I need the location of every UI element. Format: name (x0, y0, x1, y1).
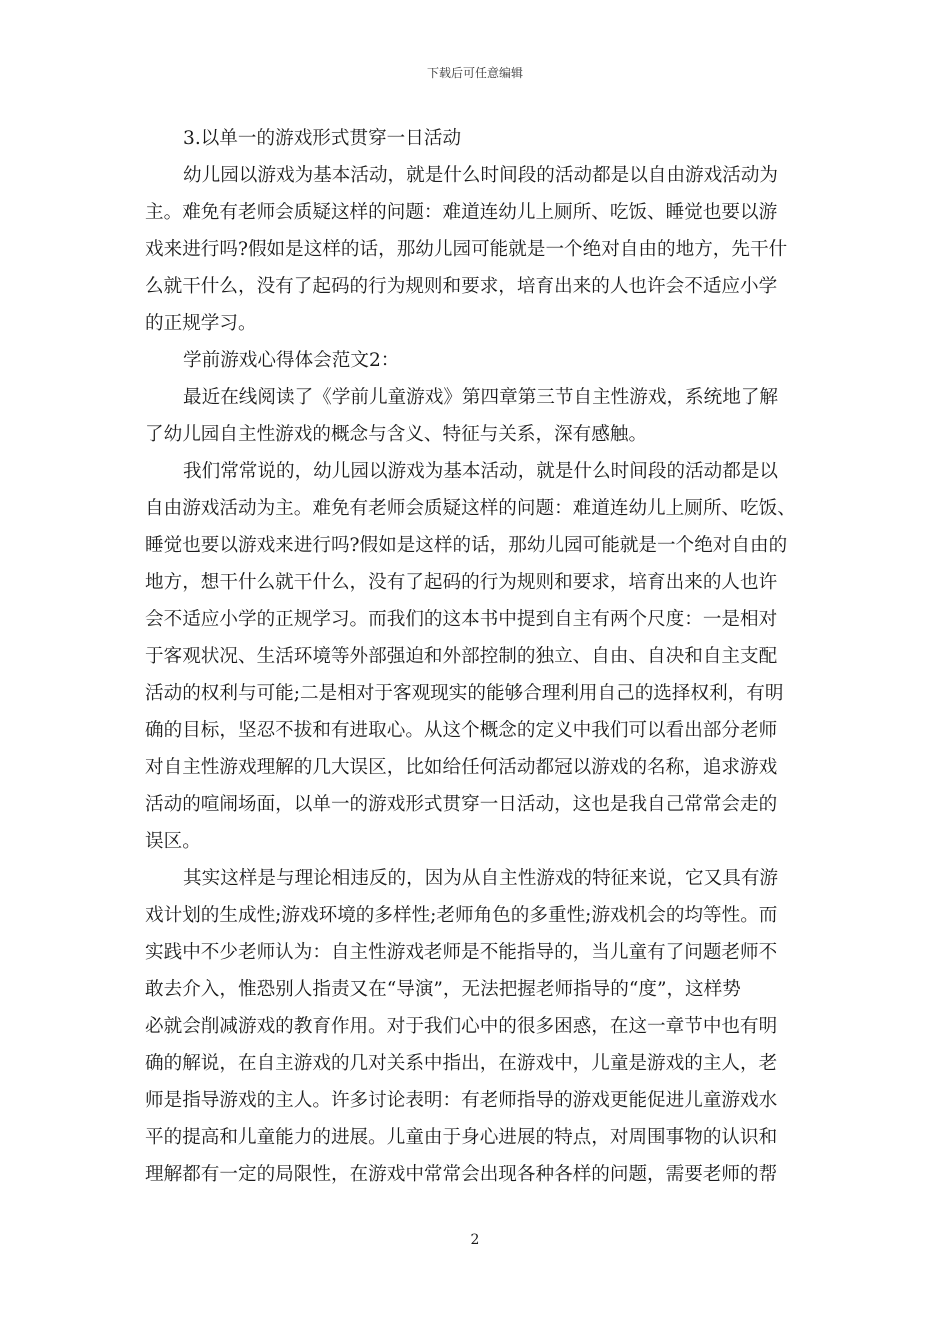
text-line: 活动的权利与可能;二是相对于客观现实的能够合理利用自己的选择权利，有明 (145, 683, 784, 704)
text-line: 确的目标，坚忍不拔和有进取心。从这个概念的定义中我们可以看出部分老师 (145, 720, 778, 741)
text-line: 理解都有一定的局限性，在游戏中常常会出现各种各样的问题，需要老师的帮 (145, 1164, 778, 1185)
text-line: 最近在线阅读了《学前儿童游戏》第四章第三节自主性游戏，系统地了解 (183, 387, 779, 408)
text-line: 误区。 (145, 831, 201, 852)
page-number: 2 (470, 1232, 480, 1248)
text-line: 了幼儿园自主性游戏的概念与含义、特征与关系，深有感触。 (145, 424, 648, 445)
text-line: 必就会削减游戏的教育作用。对于我们心中的很多困惑，在这一章节中也有明 (145, 1016, 778, 1037)
text-line: 的正规学习。 (145, 313, 257, 334)
text-line: 确的解说，在自主游戏的几对关系中指出，在游戏中，儿童是游戏的主人，老 (145, 1053, 778, 1074)
text-line: 敢去介入，惟恐别人指责又在“导演”，无法把握老师指导的“度”，这样势 (145, 979, 741, 1000)
text-line: 学前游戏心得体会范文2： (183, 350, 400, 371)
text-line: 自由游戏活动为主。难免有老师会质疑这样的问题：难道连幼儿上厕所、吃饭、 (145, 498, 796, 519)
text-line: 3.以单一的游戏形式贯穿一日活动 (183, 128, 462, 149)
text-line: 对自主性游戏理解的几大误区，比如给任何活动都冠以游戏的名称，追求游戏 (145, 757, 778, 778)
page-header-note: 下载后可任意编辑 (426, 66, 523, 80)
text-line: 主。难免有老师会质疑这样的问题：难道连幼儿上厕所、吃饭、睡觉也要以游 (145, 202, 778, 223)
text-line: 戏来进行吗?假如是这样的话，那幼儿园可能就是一个绝对自由的地方，先干什 (145, 239, 788, 260)
text-line: 平的提高和儿童能力的进展。儿童由于身心进展的特点，对周围事物的认识和 (145, 1127, 778, 1148)
text-line: 于客观状况、生活环境等外部强迫和外部控制的独立、自由、自决和自主支配 (145, 646, 778, 667)
text-line: 地方，想干什么就干什么，没有了起码的行为规则和要求，培育出来的人也许 (145, 572, 778, 593)
text-line: 么就干什么，没有了起码的行为规则和要求，培育出来的人也许会不适应小学 (145, 276, 778, 297)
text-line: 活动的喧闹场面，以单一的游戏形式贯穿一日活动，这也是我自己常常会走的 (145, 794, 778, 815)
text-line: 其实这样是与理论相违反的，因为从自主性游戏的特征来说，它又具有游 (183, 868, 779, 889)
text-line: 实践中不少老师认为：自主性游戏老师是不能指导的，当儿童有了问题老师不 (145, 942, 778, 963)
text-line: 我们常常说的，幼儿园以游戏为基本活动，就是什么时间段的活动都是以 (183, 461, 779, 482)
text-line: 幼儿园以游戏为基本活动，就是什么时间段的活动都是以自由游戏活动为 (183, 165, 779, 186)
text-line: 师是指导游戏的主人。许多讨论表明：有老师指导的游戏更能促进儿童游戏水 (145, 1090, 778, 1111)
text-line: 会不适应小学的正规学习。而我们的这本书中提到自主有两个尺度：一是相对 (145, 609, 778, 630)
text-line: 戏计划的生成性;游戏环境的多样性;老师角色的多重性;游戏机会的均等性。而 (145, 905, 778, 926)
text-line: 睡觉也要以游戏来进行吗?假如是这样的话，那幼儿园可能就是一个绝对自由的 (145, 535, 788, 556)
